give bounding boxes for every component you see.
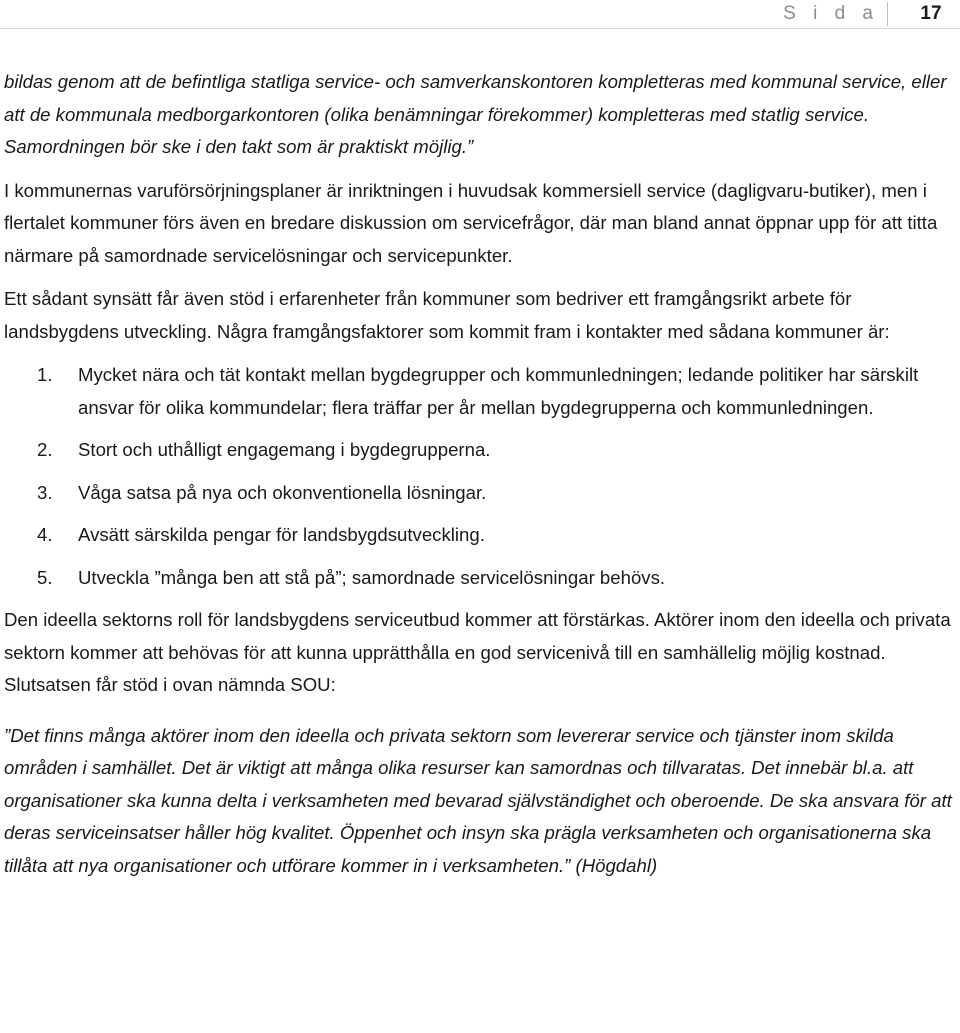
- list-number: 4.: [37, 524, 53, 545]
- list-number: 1.: [37, 364, 53, 385]
- list-item: [4, 477, 954, 510]
- list-text: Våga satsa på nya och okonventionella lösningar.: [78, 481, 487, 503]
- list-text: Mycket nära och tät kontakt mellan bygdegrupper och kommunledningen; ledande politiker har särskilt ansvar för olika kommundelar; flera träffar per år mellan bygdegrupperna och kommunledningen.: [78, 364, 919, 418]
- paragraph-quote-continuation: bildas genom att de befintliga statliga service- och samverkanskontoren kompletteras med kommunal service, eller att de kommunala medborgarkontoren (olika benämningar förekommer) kompletteras med statlig service. Samordningen bör ske i den takt som är praktiskt möjlig.”: [4, 71, 947, 157]
- paragraph-varuforsorjning: I kommunernas varuförsörjningsplaner är inriktningen i huvudsak kommersiell service (dagligvaru-butiker), men i flertalet kommuner förs även en bredare diskussion om servicefrågor, där man bland annat öppnar upp för att titta närmare på samordnade servicelösningar och servicepunkter.: [4, 179, 938, 266]
- list-number: 3.: [37, 481, 53, 503]
- list-number: 5.: [37, 566, 53, 588]
- document-body: [4, 66, 954, 893]
- list-item: [4, 434, 954, 467]
- list-text: Avsätt särskilda pengar för landsbygdsutveckling.: [78, 524, 485, 545]
- paragraph-synsatt: Ett sådant synsätt får även stöd i erfarenheter från kommuner som bedriver ett framgångsrikt arbete för landsbygdens utveckling. Några framgångsfaktorer som kommit fram i kontakter med sådana kommuner är:: [4, 288, 890, 342]
- page-header: [0, 0, 960, 29]
- paragraph-sou-quote: ”Det finns många aktörer inom den ideella och privata sektorn som levererar service och tjänster inom skilda områden i samhället. Det är viktigt att många olika resurser kan samordnas och tillvaratas. Det innebär bl.a. att organisationer ska kunna delta i verksamheten med bevarad självständighet och oberoende. De ska ansvara för att deras serviceinsatser håller hög kvalitet. Öppenhet och insyn ska prägla verksamheten och organisationerna ska tillåta att nya organisationer och utförare kommer in i verksamheten.” (Högdahl): [4, 724, 952, 876]
- list-item: [4, 562, 954, 595]
- list-item: [4, 519, 954, 552]
- list-number: 2.: [37, 439, 53, 460]
- list-item: [4, 359, 954, 424]
- paragraph-ideella-sektorn: Den ideella sektorns roll för landsbygdens serviceutbud kommer att förstärkas. Aktörer inom den ideella och privata sektorn kommer att behövas för att kunna upprätthålla en god servicenivå till en samhällelig möjlig kostnad. Slutsatsen får stöd i ovan nämnda SOU:: [4, 609, 951, 695]
- list-text: Stort och uthålligt engagemang i bygdegrupperna.: [78, 439, 491, 460]
- list-text: Utveckla ”många ben att stå på”; samordnade servicelösningar behövs.: [78, 566, 666, 588]
- page-number: 17: [920, 3, 942, 24]
- success-factors-list: [4, 359, 954, 594]
- page-label: S i d a: [783, 2, 888, 26]
